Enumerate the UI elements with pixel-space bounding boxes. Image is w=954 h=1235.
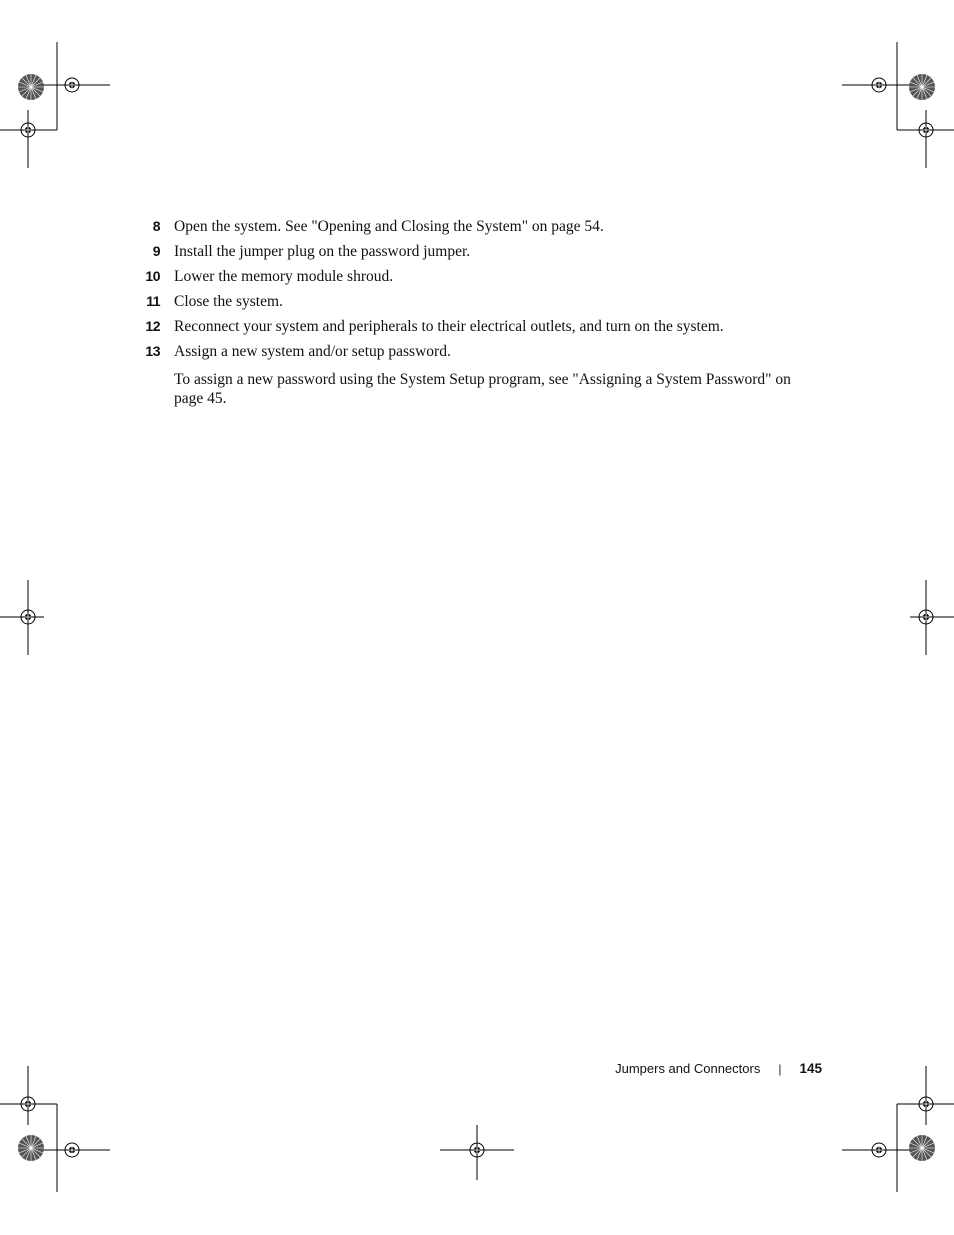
step-number: 9: [152, 243, 160, 259]
step-number: 13: [145, 343, 160, 359]
step-item: [138, 268, 798, 293]
step-number: 12: [145, 318, 160, 334]
step-item: [138, 343, 798, 368]
step-text: Close the system.: [174, 293, 283, 310]
step-text: Assign a new system and/or setup password.: [174, 343, 451, 360]
step-text: Lower the memory module shroud.: [174, 268, 394, 285]
step-note: To assign a new password using the System Setup program, see "Assigning a System Password" on page 45.: [174, 371, 791, 407]
step-item: [138, 218, 798, 243]
page-footer: [560, 1061, 822, 1076]
procedure-steps: [138, 218, 798, 408]
step-text: Reconnect your system and peripherals to their electrical outlets, and turn on the system.: [174, 318, 724, 335]
footer-separator: |: [778, 1062, 782, 1076]
step-item: [138, 243, 798, 268]
page-number: 145: [799, 1061, 822, 1076]
footer-section-title: Jumpers and Connectors: [615, 1061, 761, 1076]
step-number: 11: [146, 293, 160, 309]
step-text: Install the jumper plug on the password jumper.: [174, 243, 471, 260]
step-number: 10: [145, 268, 160, 284]
step-item: [138, 293, 798, 318]
step-number: 8: [152, 218, 160, 234]
step-item: [138, 318, 798, 343]
step-text: Open the system. See "Opening and Closing the System" on page 54.: [174, 218, 604, 235]
